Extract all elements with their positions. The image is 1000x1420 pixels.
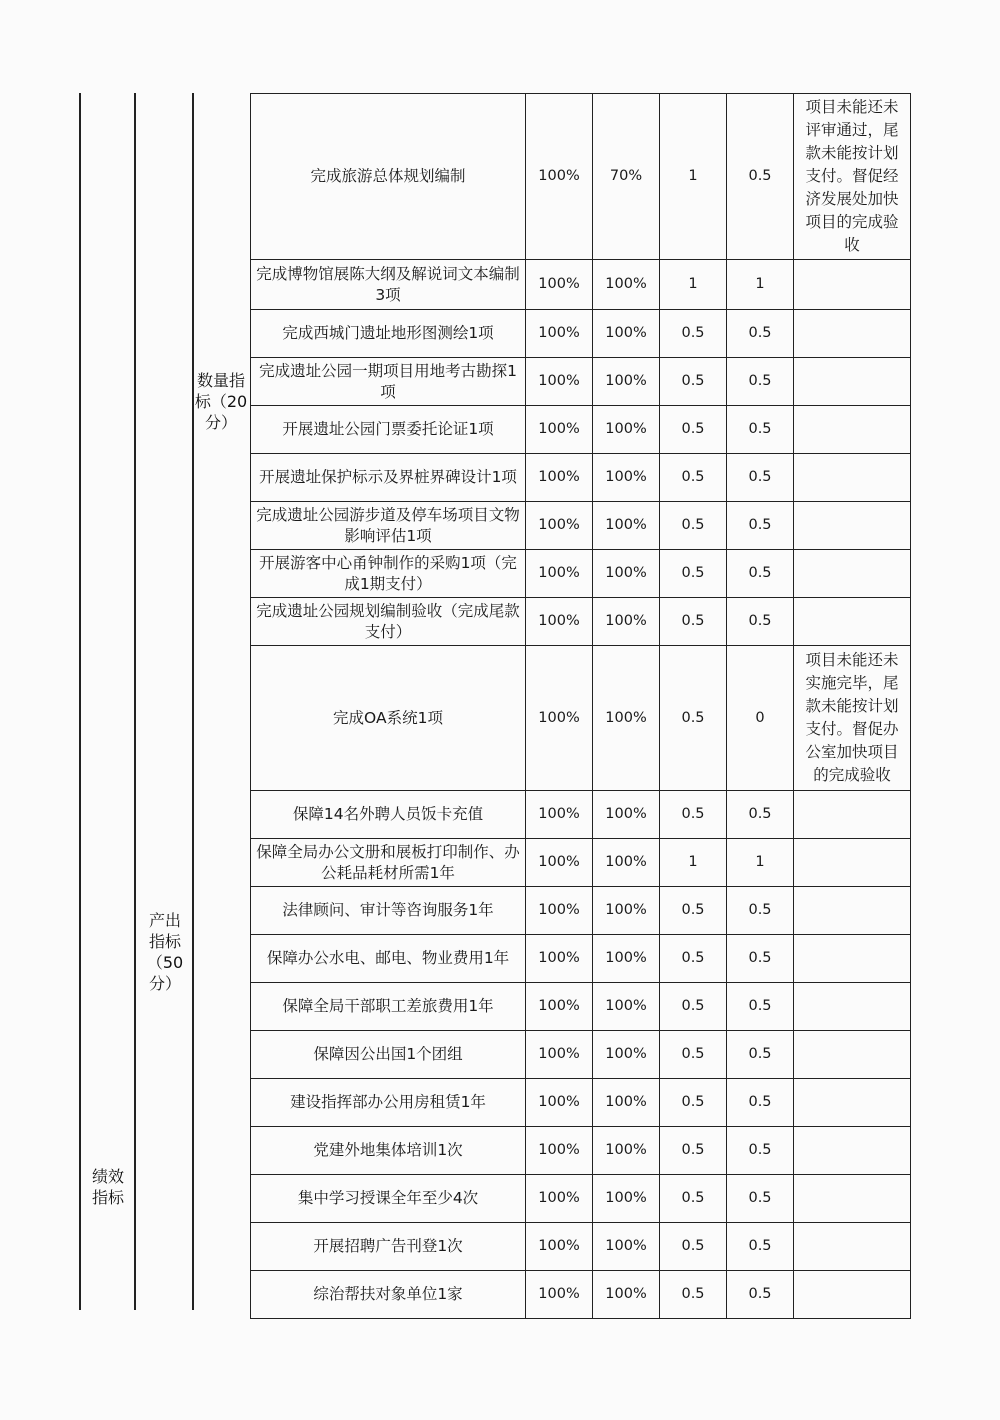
actual-value-cell: 100%: [593, 1223, 660, 1271]
actual-value-cell: 100%: [593, 358, 660, 406]
note-cell: [794, 406, 911, 454]
actual-value-cell: 100%: [593, 1031, 660, 1079]
quantity-indicator-label: 数量指 标（20 分）: [194, 371, 248, 432]
note-cell: [794, 454, 911, 502]
weight-cell: 1: [660, 839, 727, 887]
indicator-name-cell: 保障14名外聘人员饭卡充值: [251, 791, 526, 839]
note-cell: [794, 983, 911, 1031]
score-cell: 0.5: [727, 1127, 794, 1175]
target-value-cell: 100%: [526, 791, 593, 839]
output-indicator-label: 产出 指标 （50 分）: [146, 911, 184, 993]
score-cell: 0.5: [727, 550, 794, 598]
weight-cell: 0.5: [660, 791, 727, 839]
note-cell: 项目未能还未实施完毕，尾款未能按计划支付。督促办公室加快项目的完成验收: [794, 646, 911, 791]
weight-cell: 0.5: [660, 935, 727, 983]
target-value-cell: 100%: [526, 983, 593, 1031]
table-row: [251, 502, 911, 550]
indicator-table-body: [251, 94, 911, 1319]
target-value-cell: 100%: [526, 1175, 593, 1223]
target-value-cell: 100%: [526, 935, 593, 983]
score-cell: 0.5: [727, 1223, 794, 1271]
weight-cell: 0.5: [660, 1271, 727, 1319]
target-value-cell: 100%: [526, 358, 593, 406]
score-cell: 1: [727, 260, 794, 310]
note-cell: [794, 791, 911, 839]
actual-value-cell: 100%: [593, 502, 660, 550]
target-value-cell: 100%: [526, 550, 593, 598]
target-value-cell: 100%: [526, 1223, 593, 1271]
note-cell: [794, 839, 911, 887]
note-cell: [794, 1127, 911, 1175]
indicator-name-cell: 完成博物馆展陈大纲及解说词文本编制3项: [251, 260, 526, 310]
score-cell: 0.5: [727, 358, 794, 406]
indicator-name-cell: 完成遗址公园游步道及停车场项目文物影响评估1项: [251, 502, 526, 550]
indicator-name-cell: 开展遗址保护标示及界桩界碑设计1项: [251, 454, 526, 502]
weight-cell: 0.5: [660, 598, 727, 646]
target-value-cell: 100%: [526, 502, 593, 550]
score-cell: 1: [727, 839, 794, 887]
weight-cell: 0.5: [660, 454, 727, 502]
weight-cell: 0.5: [660, 983, 727, 1031]
score-cell: 0.5: [727, 935, 794, 983]
score-cell: 0.5: [727, 1079, 794, 1127]
weight-cell: 1: [660, 260, 727, 310]
actual-value-cell: 70%: [593, 94, 660, 260]
note-cell: 项目未能还未评审通过，尾款未能按计划支付。督促经济发展处加快项目的完成验收: [794, 94, 911, 260]
note-cell: [794, 1271, 911, 1319]
indicator-name-cell: 完成OA系统1项: [251, 646, 526, 791]
table-row: [251, 983, 911, 1031]
outer-left-rule: [79, 93, 81, 1310]
table-row: [251, 1031, 911, 1079]
table-row: [251, 310, 911, 358]
weight-cell: 0.5: [660, 1175, 727, 1223]
table-row: [251, 1079, 911, 1127]
actual-value-cell: 100%: [593, 1127, 660, 1175]
weight-cell: 0.5: [660, 550, 727, 598]
score-cell: 0.5: [727, 887, 794, 935]
weight-cell: 0.5: [660, 502, 727, 550]
target-value-cell: 100%: [526, 1079, 593, 1127]
score-cell: 0.5: [727, 791, 794, 839]
score-cell: 0.5: [727, 983, 794, 1031]
weight-cell: 0.5: [660, 887, 727, 935]
table-row: [251, 791, 911, 839]
target-value-cell: 100%: [526, 1031, 593, 1079]
indicator-name-cell: 开展招聘广告刊登1次: [251, 1223, 526, 1271]
note-cell: [794, 502, 911, 550]
indicator-name-cell: 完成旅游总体规划编制: [251, 94, 526, 260]
performance-indicator-label: 绩效 指标: [91, 1167, 124, 1207]
table-row: [251, 646, 911, 791]
actual-value-cell: 100%: [593, 598, 660, 646]
category-rule: [134, 93, 136, 1310]
note-cell: [794, 1175, 911, 1223]
score-cell: 0.5: [727, 94, 794, 260]
weight-cell: 0.5: [660, 1031, 727, 1079]
score-cell: 0.5: [727, 310, 794, 358]
note-cell: [794, 550, 911, 598]
table-row: [251, 1271, 911, 1319]
indicator-name-cell: 综治帮扶对象单位1家: [251, 1271, 526, 1319]
actual-value-cell: 100%: [593, 406, 660, 454]
actual-value-cell: 100%: [593, 935, 660, 983]
weight-cell: 0.5: [660, 1127, 727, 1175]
target-value-cell: 100%: [526, 1127, 593, 1175]
weight-cell: 0.5: [660, 406, 727, 454]
indicator-name-cell: 保障办公水电、邮电、物业费用1年: [251, 935, 526, 983]
indicator-name-cell: 保障因公出国1个团组: [251, 1031, 526, 1079]
indicator-name-cell: 开展遗址公园门票委托论证1项: [251, 406, 526, 454]
note-cell: [794, 598, 911, 646]
table-row: [251, 839, 911, 887]
note-cell: [794, 358, 911, 406]
indicator-name-cell: 党建外地集体培训1次: [251, 1127, 526, 1175]
table-row: [251, 358, 911, 406]
target-value-cell: 100%: [526, 839, 593, 887]
indicator-name-cell: 开展游客中心甬钟制作的采购1项（完成1期支付）: [251, 550, 526, 598]
actual-value-cell: 100%: [593, 1175, 660, 1223]
target-value-cell: 100%: [526, 260, 593, 310]
actual-value-cell: 100%: [593, 1079, 660, 1127]
table-row: [251, 454, 911, 502]
score-cell: 0.5: [727, 598, 794, 646]
actual-value-cell: 100%: [593, 550, 660, 598]
note-cell: [794, 887, 911, 935]
target-value-cell: 100%: [526, 598, 593, 646]
actual-value-cell: 100%: [593, 646, 660, 791]
table-row: [251, 260, 911, 310]
note-cell: [794, 260, 911, 310]
table-row: [251, 94, 911, 260]
score-cell: 0.5: [727, 1031, 794, 1079]
indicator-name-cell: 法律顾问、审计等咨询服务1年: [251, 887, 526, 935]
actual-value-cell: 100%: [593, 887, 660, 935]
indicator-name-cell: 建设指挥部办公用房租赁1年: [251, 1079, 526, 1127]
actual-value-cell: 100%: [593, 839, 660, 887]
indicator-table: [250, 93, 911, 1319]
table-row: [251, 598, 911, 646]
table-row: [251, 935, 911, 983]
score-cell: 0.5: [727, 454, 794, 502]
table-row: [251, 550, 911, 598]
note-cell: [794, 1031, 911, 1079]
table-row: [251, 1127, 911, 1175]
actual-value-cell: 100%: [593, 1271, 660, 1319]
indicator-name-cell: 保障全局办公文册和展板打印制作、办公耗品耗材所需1年: [251, 839, 526, 887]
note-cell: [794, 935, 911, 983]
weight-cell: 0.5: [660, 1079, 727, 1127]
score-cell: 0.5: [727, 406, 794, 454]
note-cell: [794, 1223, 911, 1271]
score-cell: 0.5: [727, 1271, 794, 1319]
indicator-name-cell: 完成西城门遗址地形图测绘1项: [251, 310, 526, 358]
actual-value-cell: 100%: [593, 310, 660, 358]
weight-cell: 0.5: [660, 1223, 727, 1271]
note-cell: [794, 1079, 911, 1127]
table-row: [251, 1223, 911, 1271]
actual-value-cell: 100%: [593, 260, 660, 310]
score-cell: 0: [727, 646, 794, 791]
indicator-name-cell: 完成遗址公园规划编制验收（完成尾款支付）: [251, 598, 526, 646]
indicator-name-cell: 保障全局干部职工差旅费用1年: [251, 983, 526, 1031]
target-value-cell: 100%: [526, 1271, 593, 1319]
subcategory-rule: [192, 93, 194, 1310]
indicator-name-cell: 完成遗址公园一期项目用地考古勘探1项: [251, 358, 526, 406]
actual-value-cell: 100%: [593, 791, 660, 839]
weight-cell: 0.5: [660, 358, 727, 406]
target-value-cell: 100%: [526, 454, 593, 502]
table-row: [251, 1175, 911, 1223]
actual-value-cell: 100%: [593, 454, 660, 502]
weight-cell: 0.5: [660, 310, 727, 358]
target-value-cell: 100%: [526, 94, 593, 260]
weight-cell: 1: [660, 94, 727, 260]
target-value-cell: 100%: [526, 887, 593, 935]
target-value-cell: 100%: [526, 646, 593, 791]
table-row: [251, 406, 911, 454]
score-cell: 0.5: [727, 1175, 794, 1223]
weight-cell: 0.5: [660, 646, 727, 791]
table-row: [251, 887, 911, 935]
actual-value-cell: 100%: [593, 983, 660, 1031]
target-value-cell: 100%: [526, 310, 593, 358]
indicator-name-cell: 集中学习授课全年至少4次: [251, 1175, 526, 1223]
note-cell: [794, 310, 911, 358]
target-value-cell: 100%: [526, 406, 593, 454]
score-cell: 0.5: [727, 502, 794, 550]
